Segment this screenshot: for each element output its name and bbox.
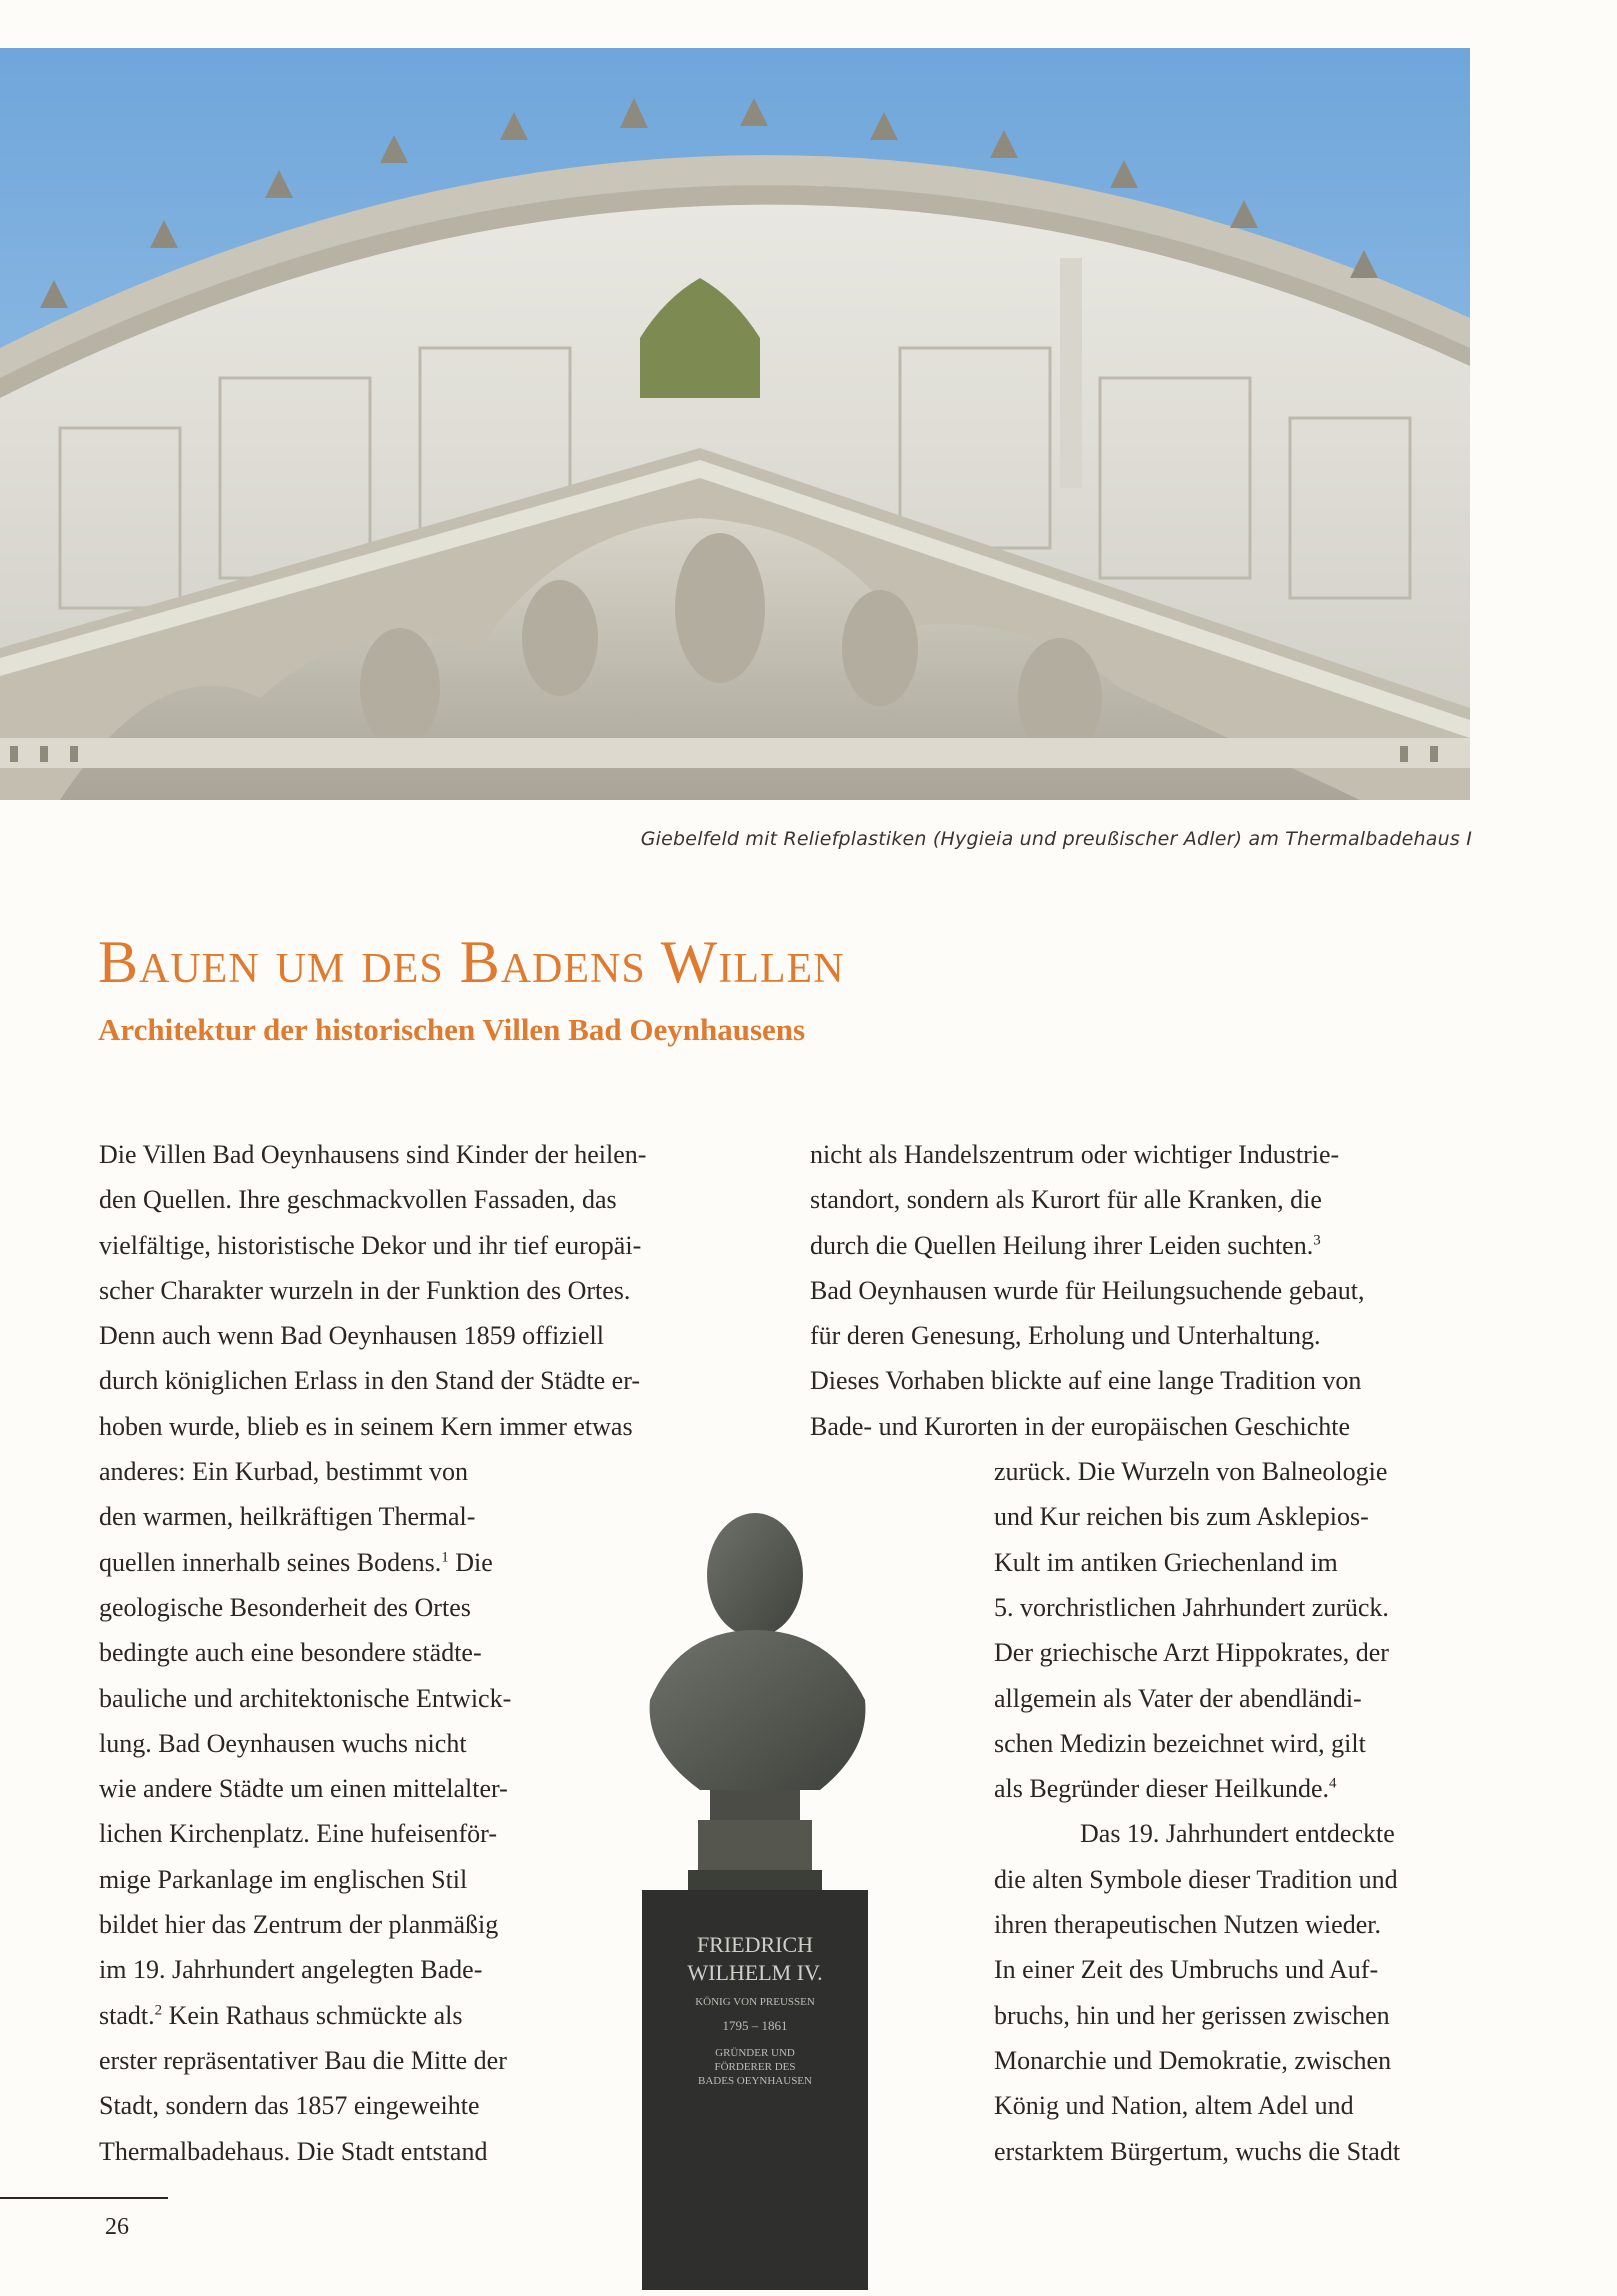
text-line: anderes: Ein Kurbad, bestimmt von (99, 1457, 468, 1487)
text-line: Monarchie und Demokratie, zwischen (994, 2045, 1392, 2075)
text-line: Thermalbadehaus. Die Stadt entstand (99, 2136, 488, 2166)
text-line: Der griechische Arzt Hippokrates, der (994, 1638, 1389, 1668)
text-line: vielfältige, historistische Dekor und ihr tief europäi- (99, 1230, 642, 1260)
text-line: Kult im antiken Griechenland im (994, 1547, 1338, 1577)
text-line: geologische Besonderheit des Ortes (99, 1592, 471, 1622)
text-line: Dieses Vorhaben blickte auf eine lange Tradition von (810, 1366, 1362, 1396)
text-line: König und Nation, altem Adel und (994, 2091, 1354, 2121)
text-line: lichen Kirchenplatz. Eine hufeisenför- (99, 1819, 497, 1849)
footer-rule (0, 2197, 168, 2199)
text-line: nicht als Handelszentrum oder wichtiger Industrie- (810, 1140, 1340, 1169)
text-fragment: Die (448, 1547, 493, 1577)
text-fragment: quellen innerhalb seines Bodens. (99, 1547, 442, 1577)
article-subtitle: Architektur der historischen Villen Bad Oeynhausens (98, 1012, 806, 1047)
text-line: hoben wurde, blieb es in seinem Kern immer etwas (99, 1411, 633, 1441)
footnote-ref: 2 (154, 2001, 163, 2018)
plaque-line-2: WILHELM IV. (687, 1960, 823, 1985)
text-line: für deren Genesung, Erholung und Unterhaltung. (810, 1321, 1321, 1351)
plaque-line-6: FÖRDERER DES (714, 2061, 796, 2073)
text-line: Das 19. Jahrhundert entdeckte (1080, 1819, 1395, 1849)
photo-caption: Giebelfeld mit Reliefplastiken (Hygieia und preußischer Adler) am Thermalbadehaus I (640, 828, 1472, 850)
footnote-ref: 3 (1313, 1231, 1321, 1248)
text-line: Bad Oeynhausen wurde für Heilungsuchende gebaut, (810, 1275, 1365, 1305)
text-line: wie andere Städte um einen mittelalter- (99, 1774, 508, 1804)
plaque-line-4: 1795 – 1861 (722, 2018, 788, 2033)
footnote-ref: 1 (441, 1549, 449, 1566)
text-line: erstarktem Bürgertum, wuchs die Stadt (994, 2136, 1401, 2166)
text-line: erster repräsentativer Bau die Mitte der (99, 2045, 507, 2075)
plaque-line-5: GRÜNDER UND (715, 2047, 795, 2059)
text-line: Bade- und Kurorten in der europäischen Geschichte (810, 1411, 1351, 1441)
text-line: Stadt, sondern das 1857 eingeweihte (99, 2091, 480, 2121)
text-line: bruchs, hin und her gerissen zwischen (994, 2000, 1390, 2030)
page-number: 26 (105, 2214, 129, 2240)
text-line: scher Charakter wurzeln in der Funktion des Ortes. (99, 1275, 631, 1305)
text-fragment: als Begründer dieser Heilkunde. (994, 1774, 1330, 1804)
text-line (810, 1766, 1490, 1811)
hero-photo-pediment (0, 48, 1470, 800)
text-fragment: Kein Rathaus schmückte als (162, 2000, 463, 2030)
text-line: Denn auch wenn Bad Oeynhausen 1859 offiziell (99, 1321, 604, 1351)
text-line: In einer Zeit des Umbruchs und Auf- (994, 1955, 1379, 1985)
text-line: allgemein als Vater der abendländi- (994, 1683, 1362, 1713)
bust-photo-friedrich-wilhelm (640, 1490, 875, 2290)
text-line (810, 1223, 1490, 1268)
text-line: mige Parkanlage im englischen Stil (99, 1864, 468, 1894)
text-line: lung. Bad Oeynhausen wuchs nicht (99, 1728, 467, 1758)
right-text-column (810, 1132, 1490, 2174)
text-line: die alten Symbole dieser Tradition und (994, 1864, 1398, 1894)
text-line: bildet hier das Zentrum der planmäßig (99, 1910, 499, 1940)
text-line: 5. vorchristlichen Jahrhundert zurück. (994, 1592, 1389, 1622)
plaque-line-1: FRIEDRICH (696, 1932, 814, 1957)
plaque-line-7: BADES OEYNHAUSEN (698, 2075, 812, 2087)
text-line: Die Villen Bad Oeynhausens sind Kinder der heilen- (99, 1140, 647, 1169)
footnote-ref: 4 (1329, 1775, 1337, 1792)
text-line: und Kur reichen bis zum Asklepios- (994, 1502, 1369, 1532)
text-line: den Quellen. Ihre geschmackvollen Fassaden, das (99, 1185, 617, 1215)
text-fragment: stadt. (99, 2000, 155, 2030)
text-line: den warmen, heilkräftigen Thermal- (99, 1502, 476, 1532)
text-line: schen Medizin bezeichnet wird, gilt (994, 1728, 1366, 1758)
text-line: ihren therapeutischen Nutzen wieder. (994, 1910, 1381, 1940)
text-line: standort, sondern als Kurort für alle Kranken, die (810, 1185, 1322, 1215)
article-title: Bauen um des Badens Willen (98, 929, 845, 995)
text-fragment: durch die Quellen Heilung ihrer Leiden suchten. (810, 1230, 1314, 1260)
text-line: bauliche und architektonische Entwick- (99, 1683, 512, 1713)
plaque-line-3: KÖNIG VON PREUSSEN (695, 1996, 815, 2008)
text-line: bedingte auch eine besondere städte- (99, 1638, 482, 1668)
text-line: im 19. Jahrhundert angelegten Bade- (99, 1955, 483, 1985)
text-line: zurück. Die Wurzeln von Balneologie (994, 1457, 1388, 1487)
text-line: durch königlichen Erlass in den Stand der Städte er- (99, 1366, 640, 1396)
